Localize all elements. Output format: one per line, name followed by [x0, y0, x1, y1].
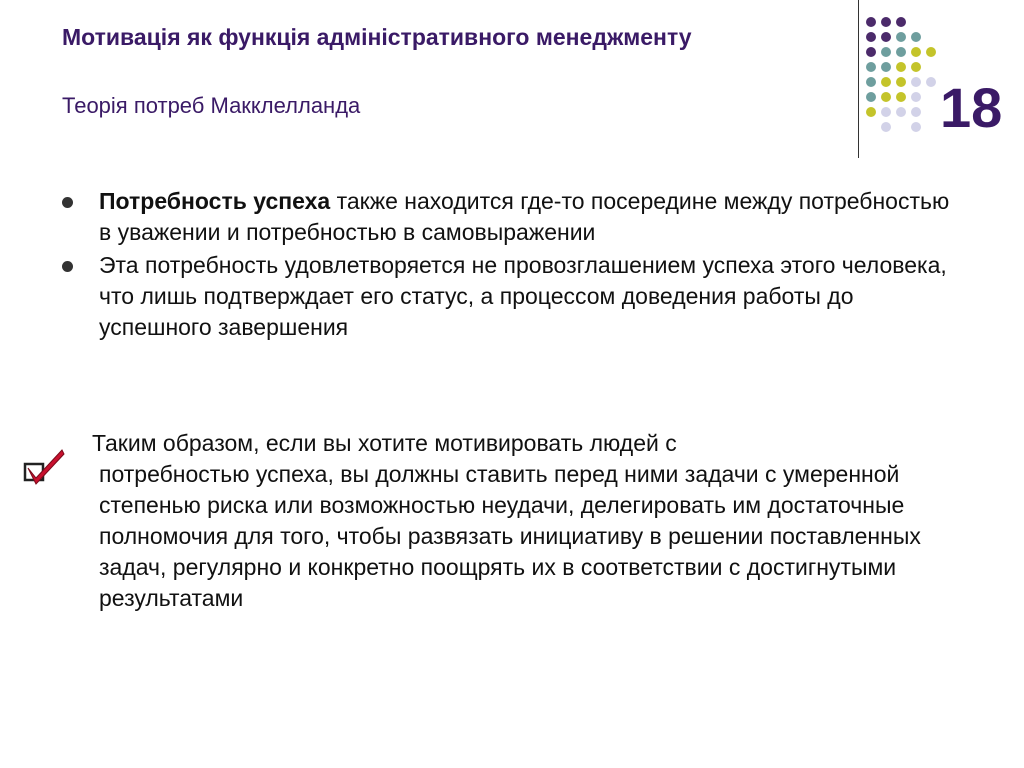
bullet-text: Эта потребность удовлетворяется не провозглашением успеха этого человека, что лишь подтверждает его статус, а процессом доведения работы до успешного завершения: [99, 252, 947, 340]
dot: [896, 32, 906, 42]
dot: [896, 17, 906, 27]
dot: [911, 77, 921, 87]
dot: [866, 107, 876, 117]
checkbox-check-icon: [22, 446, 66, 486]
dot: [926, 47, 936, 57]
dot: [911, 107, 921, 117]
dot: [866, 32, 876, 42]
slide-subtitle: Теорія потреб Макклелланда: [62, 93, 361, 118]
dot: [896, 92, 906, 102]
decorative-dot-grid: [0, 0, 1024, 160]
list-item: [62, 186, 962, 248]
conclusion-rest: потребностью успеха, вы должны ставить перед ними задачи с умеренной степенью риска или возможностью неудачи, делегировать им достаточные полномочия для того, чтобы развязать инициативу в решении поставленных задач, регулярно и конкретно поощрять их в соответствии с достигнутыми результатами: [99, 461, 921, 611]
dot: [911, 47, 921, 57]
dot: [881, 17, 891, 27]
header-divider-line: [858, 0, 859, 158]
dot: [896, 107, 906, 117]
list-item: [62, 250, 962, 343]
dot: [896, 47, 906, 57]
bullet-icon: [62, 197, 73, 208]
slide-title: Мотивація як функція адміністративного менеджменту: [62, 24, 692, 50]
dot: [881, 62, 891, 72]
bullet-text: также находится где-то посередине между потребностью в уважении и потребностью в самовыражении: [99, 188, 950, 245]
dot: [866, 77, 876, 87]
dot: [881, 122, 891, 132]
dot: [866, 92, 876, 102]
dot: [881, 77, 891, 87]
bullet-bold-lead: Потребность успеха: [99, 188, 331, 214]
conclusion-paragraph: [62, 428, 962, 614]
bullet-icon: [62, 261, 73, 272]
dot: [881, 92, 891, 102]
dot: [866, 17, 876, 27]
dot: [911, 122, 921, 132]
dot: [896, 77, 906, 87]
conclusion-first-line: Таким образом, если вы хотите мотивировать людей с: [92, 430, 677, 456]
dot: [881, 107, 891, 117]
dot: [896, 62, 906, 72]
dot: [881, 47, 891, 57]
dot: [926, 77, 936, 87]
dot: [881, 32, 891, 42]
dot: [911, 92, 921, 102]
dot: [866, 47, 876, 57]
dot: [866, 62, 876, 72]
dot: [911, 62, 921, 72]
dot: [911, 32, 921, 42]
bullet-list: [62, 186, 962, 345]
page-number: 18: [940, 76, 1003, 139]
